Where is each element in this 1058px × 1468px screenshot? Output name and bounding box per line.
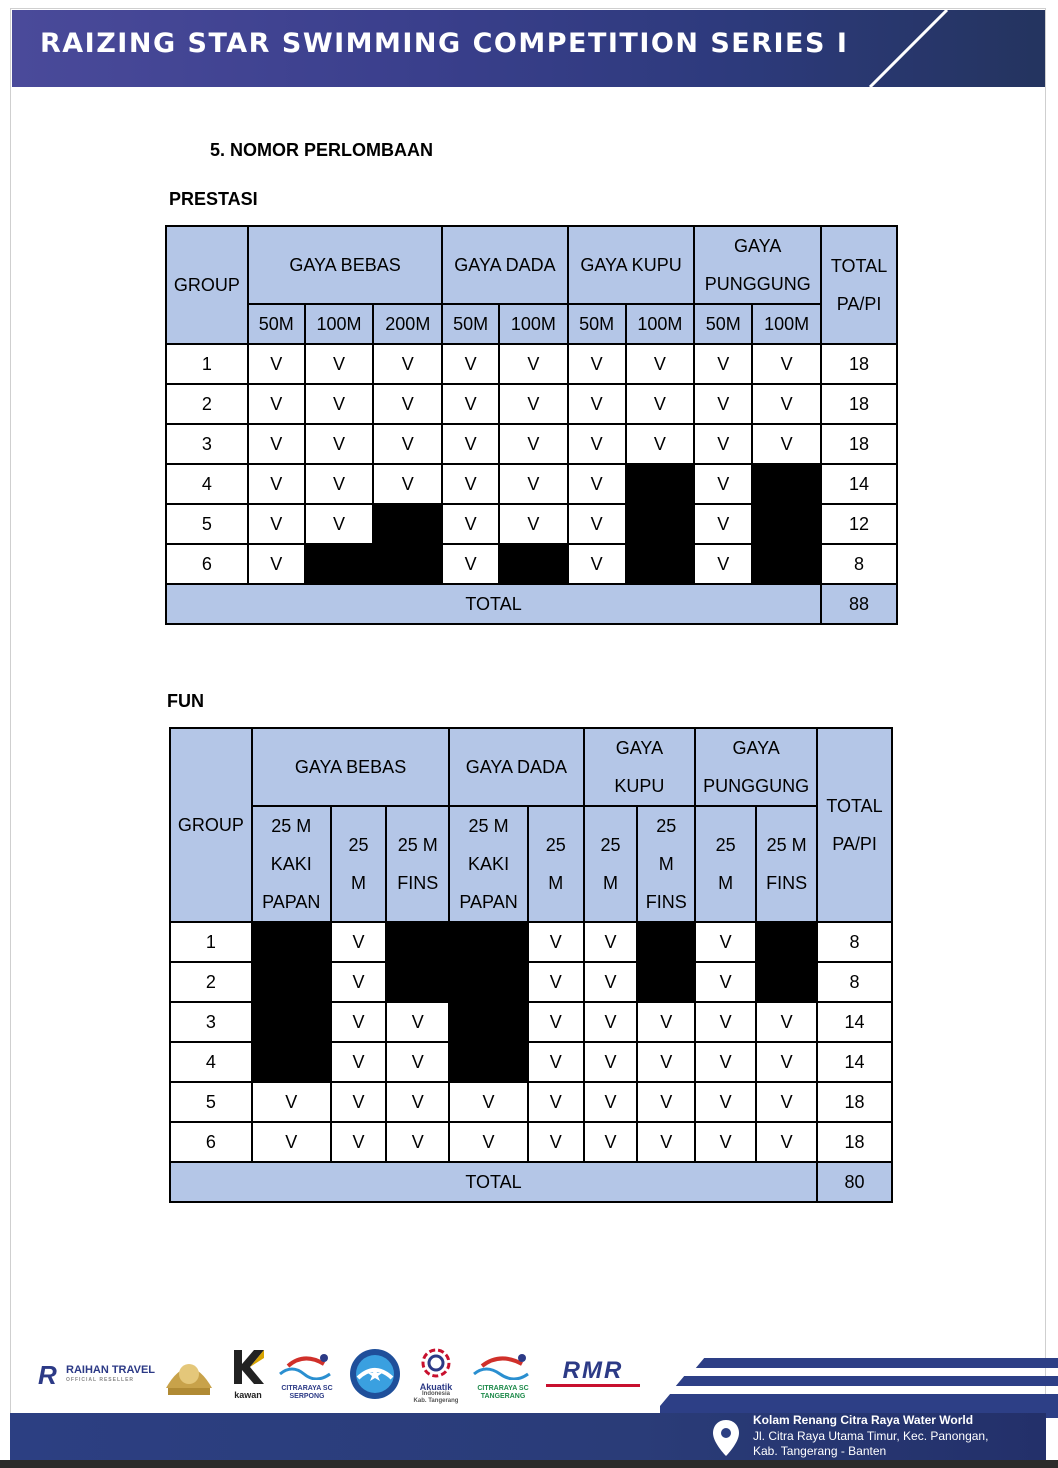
fun-check-cell: V	[386, 1002, 449, 1042]
fun-check-cell: V	[695, 1082, 756, 1122]
prestasi-row-total: 18	[821, 424, 897, 464]
fun-event-line: 25 M	[271, 816, 312, 836]
prestasi-row-total: 18	[821, 344, 897, 384]
prestasi-check-cell: V	[442, 504, 499, 544]
fun-group-cell: 6	[170, 1122, 252, 1162]
fun-blocked-cell	[252, 1002, 331, 1042]
prestasi-grand-total: 88	[821, 584, 897, 624]
prestasi-row-total: 18	[821, 384, 897, 424]
fun-check-cell: V	[386, 1122, 449, 1162]
fun-check-cell: V	[695, 1042, 756, 1082]
fun-blocked-cell	[637, 922, 695, 962]
fun-event-header	[386, 806, 449, 922]
prestasi-check-cell: V	[442, 424, 499, 464]
fun-kupu-line2: KUPU	[614, 776, 665, 796]
akuatik-subtext-1: Indonesia	[421, 1391, 450, 1397]
prestasi-label: PRESTASI	[169, 189, 258, 209]
prestasi-gaya-bebas-header: GAYA BEBAS	[248, 226, 442, 304]
fun-event-line: M	[658, 854, 674, 874]
prestasi-check-cell: V	[568, 544, 626, 584]
header-title: RAIZING STAR SWIMMING COMPETITION SERIES I	[40, 28, 849, 59]
fun-check-cell: V	[528, 962, 584, 1002]
prestasi-check-cell: V	[442, 464, 499, 504]
fun-check-cell: V	[528, 1082, 584, 1122]
prestasi-check-cell: V	[694, 424, 752, 464]
fun-check-cell: V	[637, 1042, 695, 1082]
venue-address	[753, 1429, 988, 1459]
fun-check-cell: V	[756, 1122, 817, 1162]
fun-event-line: 25	[600, 835, 621, 855]
fun-check-cell: V	[756, 1042, 817, 1082]
prestasi-check-cell: V	[568, 504, 626, 544]
prestasi-row-total: 14	[821, 464, 897, 504]
fun-event-line: PAPAN	[459, 892, 518, 912]
fun-event-line: M	[718, 873, 734, 893]
fun-label: FUN	[167, 691, 204, 711]
fun-event-header	[756, 806, 817, 922]
fun-gaya-dada-header: GAYA DADA	[449, 728, 583, 806]
swimmer-icon	[274, 1350, 340, 1380]
location-pin-icon	[710, 1418, 742, 1458]
fun-event-header	[449, 806, 528, 922]
rmr-logo-text: RMR	[546, 1358, 640, 1387]
fun-blocked-cell	[386, 962, 449, 1002]
prestasi-blocked-cell	[499, 544, 568, 584]
venue-address-line1: Jl. Citra Raya Utama Timur, Kec. Panongan,	[753, 1429, 989, 1443]
fun-check-cell: V	[331, 962, 387, 1002]
kawan-k-icon	[228, 1348, 268, 1386]
fun-total-line1: TOTAL	[826, 796, 883, 816]
fun-event-line: 25 M	[468, 816, 509, 836]
prestasi-row	[166, 424, 897, 464]
prestasi-body	[166, 344, 897, 584]
prestasi-check-cell: V	[626, 384, 695, 424]
fun-check-cell: V	[252, 1082, 331, 1122]
prestasi-total-line2: PA/PI	[836, 294, 882, 314]
prestasi-row	[166, 384, 897, 424]
fun-blocked-cell	[756, 962, 817, 1002]
raihan-logo-text: RAIHAN TRAVEL	[66, 1364, 156, 1376]
fun-gaya-kupu-header	[584, 728, 696, 806]
rmr-logo	[546, 1358, 640, 1388]
fun-check-cell: V	[695, 922, 756, 962]
prestasi-distance-header: 200M	[373, 304, 442, 344]
fun-row	[170, 1042, 892, 1082]
akuatik-ring-icon	[412, 1348, 460, 1378]
fun-event-line: 25	[656, 816, 677, 836]
fun-row-total: 14	[817, 1042, 892, 1082]
fun-row	[170, 1002, 892, 1042]
prestasi-punggung-line2: PUNGGUNG	[704, 274, 811, 294]
prestasi-check-cell: V	[248, 504, 305, 544]
fun-event-header	[695, 806, 756, 922]
prestasi-check-cell: V	[694, 344, 752, 384]
fun-check-cell: V	[528, 1042, 584, 1082]
prestasi-check-cell: V	[442, 544, 499, 584]
prestasi-blocked-cell	[305, 544, 374, 584]
prestasi-group-cell: 2	[166, 384, 248, 424]
prestasi-total-label: TOTAL	[166, 584, 821, 624]
fun-check-cell: V	[584, 1002, 638, 1042]
fun-grand-total: 80	[817, 1162, 892, 1202]
fun-blocked-cell	[449, 1002, 528, 1042]
fun-check-cell: V	[695, 1122, 756, 1162]
fun-check-cell: V	[584, 1082, 638, 1122]
prestasi-check-cell: V	[305, 504, 374, 544]
prestasi-row	[166, 464, 897, 504]
fun-blocked-cell	[252, 962, 331, 1002]
prestasi-blocked-cell	[373, 544, 442, 584]
kawan-logo	[228, 1348, 268, 1400]
section-title: 5. NOMOR PERLOMBAAN	[210, 140, 434, 160]
fun-check-cell: V	[528, 922, 584, 962]
prestasi-check-cell: V	[442, 384, 499, 424]
prestasi-check-cell: V	[373, 424, 442, 464]
prestasi-check-cell: V	[248, 464, 305, 504]
prestasi-check-cell: V	[305, 424, 374, 464]
fun-punggung-line2: PUNGGUNG	[703, 776, 810, 796]
fun-check-cell: V	[584, 1122, 638, 1162]
fun-group-cell: 3	[170, 1002, 252, 1042]
prestasi-check-cell: V	[568, 384, 626, 424]
prestasi-row	[166, 544, 897, 584]
fun-check-cell: V	[449, 1122, 528, 1162]
akuatik-text: Akuatik	[419, 1382, 453, 1392]
prestasi-check-cell: V	[373, 344, 442, 384]
fun-event-line: 25	[348, 835, 369, 855]
prestasi-check-cell: V	[499, 504, 568, 544]
fun-check-cell: V	[695, 962, 756, 1002]
page-bottom-edge	[0, 1460, 1058, 1468]
citraraya-tangerang-text: CITRARAYA SC	[477, 1385, 529, 1392]
fun-blocked-cell	[756, 922, 817, 962]
fun-total-label: TOTAL	[170, 1162, 817, 1202]
round-swim-club-logo	[346, 1348, 404, 1400]
prestasi-check-cell: V	[568, 464, 626, 504]
citraraya-serpong-text: CITRARAYA SC	[281, 1385, 333, 1392]
prestasi-group-cell: 3	[166, 424, 248, 464]
fun-check-cell: V	[584, 1042, 638, 1082]
fun-table	[169, 727, 893, 1203]
footer-stripe-decoration	[660, 1358, 1058, 1418]
prestasi-check-cell: V	[305, 384, 374, 424]
fun-group-cell: 5	[170, 1082, 252, 1122]
prestasi-check-cell: V	[694, 384, 752, 424]
fun-blocked-cell	[449, 962, 528, 1002]
fun-group-cell: 4	[170, 1042, 252, 1082]
prestasi-gaya-punggung-header	[694, 226, 821, 304]
prestasi-row-total: 12	[821, 504, 897, 544]
prestasi-check-cell: V	[694, 544, 752, 584]
prestasi-total-line1: TOTAL	[830, 256, 888, 276]
fun-event-line: PAPAN	[262, 892, 321, 912]
fun-check-cell: V	[528, 1122, 584, 1162]
prestasi-distance-header: 100M	[626, 304, 695, 344]
prestasi-blocked-cell	[626, 544, 695, 584]
prestasi-blocked-cell	[626, 464, 695, 504]
prestasi-check-cell: V	[568, 424, 626, 464]
fun-check-cell: V	[584, 922, 638, 962]
fun-check-cell: V	[637, 1002, 695, 1042]
fun-check-cell: V	[331, 1122, 387, 1162]
prestasi-group-cell: 6	[166, 544, 248, 584]
citraraya-serpong-logo	[274, 1350, 340, 1400]
prestasi-distance-row	[166, 304, 897, 344]
fun-blocked-cell	[449, 1042, 528, 1082]
fun-group-cell: 1	[170, 922, 252, 962]
fun-check-cell: V	[637, 1122, 695, 1162]
fun-check-cell: V	[331, 1042, 387, 1082]
akuatik-subtext-2: Kab. Tangerang	[413, 1398, 459, 1404]
fun-gaya-punggung-header	[695, 728, 817, 806]
fun-row	[170, 1082, 892, 1122]
prestasi-check-cell: V	[694, 464, 752, 504]
prestasi-distance-header: 50M	[248, 304, 305, 344]
prestasi-table	[165, 225, 898, 625]
fun-check-cell: V	[584, 962, 638, 1002]
fun-kupu-line1: GAYA	[615, 738, 664, 758]
prestasi-check-cell: V	[694, 504, 752, 544]
prestasi-distance-header: 50M	[568, 304, 626, 344]
prestasi-check-cell: V	[752, 424, 821, 464]
fun-row-total: 8	[817, 962, 892, 1002]
prestasi-row-total: 8	[821, 544, 897, 584]
akuatik-logo	[412, 1348, 460, 1404]
crest-icon	[158, 1348, 220, 1400]
fun-event-line: FINS	[766, 873, 808, 893]
fun-event-line: FINS	[645, 892, 687, 912]
prestasi-distance-header: 100M	[752, 304, 821, 344]
fun-blocked-cell	[386, 922, 449, 962]
fun-event-line: 25 M	[766, 835, 807, 855]
prestasi-check-cell: V	[752, 384, 821, 424]
prestasi-check-cell: V	[305, 344, 374, 384]
fun-check-cell: V	[756, 1082, 817, 1122]
fun-event-line: 25	[545, 835, 566, 855]
prestasi-row	[166, 504, 897, 544]
fun-row-total: 8	[817, 922, 892, 962]
prestasi-check-cell: V	[305, 464, 374, 504]
prestasi-check-cell: V	[248, 344, 305, 384]
prestasi-check-cell: V	[499, 384, 568, 424]
raihan-travel-logo	[38, 1360, 156, 1390]
prestasi-check-cell: V	[626, 424, 695, 464]
fun-event-header	[331, 806, 387, 922]
prestasi-check-cell: V	[248, 424, 305, 464]
swimmer-icon-2	[466, 1350, 540, 1380]
circle-badge-icon	[346, 1348, 404, 1400]
fun-event-line: KAKI	[468, 854, 510, 874]
prestasi-check-cell: V	[373, 384, 442, 424]
prestasi-gaya-kupu-header: GAYA KUPU	[568, 226, 695, 304]
fun-check-cell: V	[756, 1002, 817, 1042]
fun-event-header	[252, 806, 331, 922]
fun-check-cell: V	[331, 922, 387, 962]
fun-row	[170, 1122, 892, 1162]
fun-group-header: GROUP	[170, 728, 252, 922]
fun-event-line: FINS	[397, 873, 439, 893]
prestasi-check-cell: V	[373, 464, 442, 504]
prestasi-blocked-cell	[373, 504, 442, 544]
prestasi-check-cell: V	[626, 344, 695, 384]
fun-event-line: 25	[715, 835, 736, 855]
prestasi-group-cell: 4	[166, 464, 248, 504]
prestasi-blocked-cell	[626, 504, 695, 544]
fun-event-line: M	[602, 873, 618, 893]
fun-row	[170, 922, 892, 962]
raihan-r-icon: R	[38, 1360, 57, 1390]
prestasi-total-header	[821, 226, 897, 344]
fun-row-total: 14	[817, 1002, 892, 1042]
fun-check-cell: V	[528, 1002, 584, 1042]
fun-group-cell: 2	[170, 962, 252, 1002]
prestasi-distance-header: 100M	[499, 304, 568, 344]
fun-check-cell: V	[449, 1082, 528, 1122]
fun-body	[170, 922, 892, 1162]
prestasi-check-cell: V	[248, 384, 305, 424]
fun-event-line: 25 M	[397, 835, 438, 855]
prestasi-row	[166, 344, 897, 384]
prestasi-group-header: GROUP	[166, 226, 248, 344]
prestasi-check-cell: V	[752, 344, 821, 384]
prestasi-blocked-cell	[752, 504, 821, 544]
fun-punggung-line1: GAYA	[732, 738, 780, 758]
fun-total-line2: PA/PI	[832, 834, 877, 854]
raihan-logo-subtext: OFFICIAL RESELLER	[66, 1377, 135, 1383]
prestasi-check-cell: V	[442, 344, 499, 384]
fun-event-line: M	[351, 873, 366, 893]
prestasi-blocked-cell	[752, 544, 821, 584]
prestasi-check-cell: V	[568, 344, 626, 384]
tangerang-text: TANGERANG	[480, 1393, 526, 1400]
serpong-text: SERPONG	[289, 1393, 325, 1400]
fun-event-row	[170, 806, 892, 922]
fun-blocked-cell	[637, 962, 695, 1002]
prestasi-distance-header: 100M	[305, 304, 374, 344]
fun-blocked-cell	[449, 922, 528, 962]
prestasi-check-cell: V	[248, 544, 305, 584]
fun-total-header	[817, 728, 892, 922]
fun-row-total: 18	[817, 1082, 892, 1122]
header-banner	[12, 10, 1045, 87]
prestasi-punggung-line1: GAYA	[734, 236, 782, 256]
prestasi-gaya-dada-header: GAYA DADA	[442, 226, 568, 304]
prestasi-distance-header: 50M	[694, 304, 752, 344]
fun-check-cell: V	[252, 1122, 331, 1162]
prestasi-check-cell: V	[499, 344, 568, 384]
fun-blocked-cell	[252, 1042, 331, 1082]
header-slash-decoration	[12, 10, 1045, 87]
venue-address-line2: Kab. Tangerang - Banten	[753, 1444, 887, 1458]
fun-event-header	[637, 806, 695, 922]
fun-row	[170, 962, 892, 1002]
kawan-logo-text: kawan	[234, 1390, 262, 1400]
fun-check-cell: V	[386, 1042, 449, 1082]
citraraya-tangerang-logo	[466, 1350, 540, 1400]
fun-check-cell: V	[331, 1082, 387, 1122]
prestasi-blocked-cell	[752, 464, 821, 504]
gold-crest-logo	[158, 1348, 220, 1400]
fun-event-line: KAKI	[270, 854, 312, 874]
fun-check-cell: V	[331, 1002, 387, 1042]
sponsor-logos	[38, 1348, 648, 1406]
fun-check-cell: V	[637, 1082, 695, 1122]
fun-check-cell: V	[386, 1082, 449, 1122]
fun-event-header	[528, 806, 584, 922]
prestasi-group-cell: 1	[166, 344, 248, 384]
prestasi-check-cell: V	[499, 464, 568, 504]
fun-event-header	[584, 806, 638, 922]
fun-check-cell: V	[695, 1002, 756, 1042]
fun-blocked-cell	[252, 922, 331, 962]
prestasi-group-cell: 5	[166, 504, 248, 544]
fun-row-total: 18	[817, 1122, 892, 1162]
venue-name: Kolam Renang Citra Raya Water World	[753, 1413, 974, 1427]
fun-event-line: M	[548, 873, 564, 893]
prestasi-check-cell: V	[499, 424, 568, 464]
prestasi-distance-header: 50M	[442, 304, 499, 344]
fun-gaya-bebas-header: GAYA BEBAS	[252, 728, 449, 806]
